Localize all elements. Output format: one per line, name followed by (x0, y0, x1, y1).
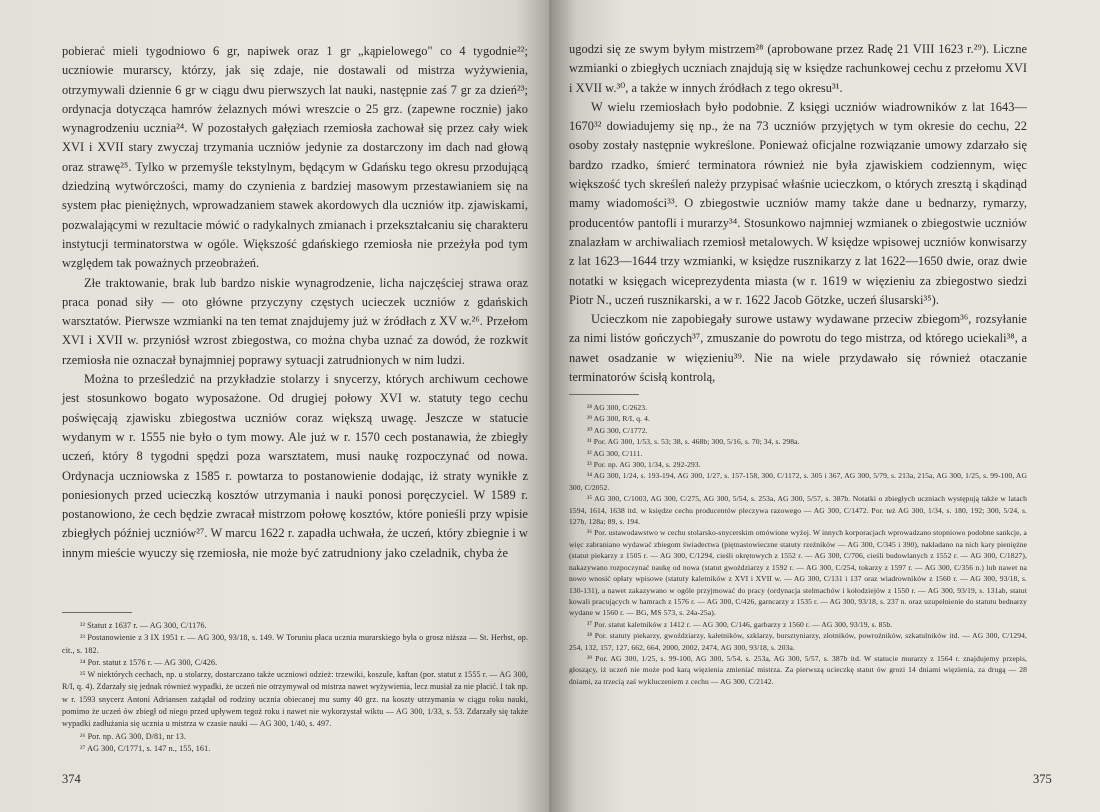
page-number: 375 (1033, 772, 1052, 786)
footnote: ³¹ Por. AG 300, 1/53, s. 53; 38, s. 468b; 300, 5/16, s. 70; 34, s. 298a. (587, 437, 800, 447)
footnote: ²⁴ Por. statut z 1576 r. — AG 300, C/426. (80, 657, 218, 667)
footnote: ²⁹ AG 300, R/I, q. 4. (587, 414, 650, 424)
paragraph: Ucieczkom nie zapobiegały surowe ustawy wydawane przeciw zbiegom³⁶, rozsyłanie za nimi listów gończych³⁷, zmuszanie do powrotu do tego mistrza, od którego uciekali³⁸, a nawet osadzanie w więzieniu³⁹. Nie na wiele przydawało się również otaczanie terminatorów ścisłą kontrolą, (569, 312, 1027, 385)
right-footnotes (569, 402, 1027, 687)
page-number: 374 (62, 772, 81, 786)
footnote: ³⁷ Por. statut kaletników z 1412 r. — AG 300, C/146, garbarzy z 1560 r. — AG 300, 93/19, s. 85b. (587, 619, 893, 629)
right-page (549, 0, 1100, 812)
left-footnotes (62, 620, 528, 755)
footnote: ²² Statut z 1637 r. — AG 300, C/1176. (80, 621, 207, 630)
footnote: ²⁵ W niektórych cechach, np. u stolarzy, dostarczano także uczniowi odzież: trzewiki, koszule, kaftan (por. statut z 1555 r. — AG 300, R/I, q. 4). Zdarzały się jednak również wypadki, że uczeń nie otrzymywał od mistrza nawet wyżywienia, lecz musiał za nie płacić. I tak np. w r. 1593 snycerz Antoni Adriansen zażądał od rodziny ucznia obiecanej mu sumy 40 grz. na koszty utrzymania w ciągu roku nauki, pomimo że uczeń ów zbiegł od niego przed upływem tegoż roku i nawet nie wykorzystał wiktu — AG 300, 1/33, s. 53. Zdarzały się także wypadki zadłużania się ucznia u mistrza w czasie nauki — AG 300, 1/40, s. 497. (62, 670, 528, 729)
footnote-rule (62, 612, 132, 613)
footnote: ³³ Por. np. AG 300, 1/34, s. 292-293. (587, 460, 701, 470)
paragraph: Można to prześledzić na przykładzie stolarzy i snycerzy, których archiwum cechowe jest stosunkowo bogato wyposażone. Od drugiej połowy XVI w. statuty tego cechu poświęcają zjawisku zbiegostwa uczniów coraz większą uwagę. Jeszcze w statucie wydanym w r. 1555 nie było o tym mowy. Ale już w r. 1570 cech postanawia, że zbiegły uczeń, który 8 tygodni spędzi poza warsztatem, musi naukę rozpoczynać od nowa. Ordynacja uczniowska z 1585 r. powtarza to postanowienie dodając, iż straty wynikłe z poniesionych przed ucieczką kosztów utrzymania i nauki ponosi poręczyciel. W 1589 r. postanowiono, że cech będzie zwracał mistrzom połowę kosztów, które ponieśli przy wpisie zbiegłych później uczniów²⁷. W marcu 1622 r. zapadła uchwała, że uczeń, który zbiegnie i w innym mieście wyuczy się rzemiosła, nie może być zatrudniony jako czeladnik, chyba że (62, 372, 528, 560)
left-body-text (62, 42, 528, 563)
footnote: ³⁹ Por. AG 300, 1/25, s. 99-100, AG 300, 5/54, s. 253a, AG 300, 5/57, s. 387b itd. W statucie murarzy z 1564 r. znajdujemy przepis, głoszący, iż uczeń nie może pod karą więzienia zmieniać mistrza. Za pierwszą ucieczkę statut ów grozi 14 dniami więzienia, za drugą — 28 dniami, za trzecią zaś wykluczeniem z cechu — AG 300, C/2142. (569, 653, 1027, 686)
footnote: ²³ Postanowienie z 3 IX 1951 r. — AG 300, 93/18, s. 149. W Toruniu płaca ucznia murarskiego była o grosz niższa — St. Herbst, op. cit., s. 182. (62, 633, 528, 655)
footnote: ³² AG 300, C/111. (587, 448, 643, 458)
left-page (0, 0, 549, 812)
footnote-rule (569, 394, 639, 395)
footnote: ³⁰ AG 300, C/1772. (587, 425, 648, 435)
footnote: ³⁸ Por. statuty piekarzy, gwoździarzy, kaletników, szklarzy, bursztyniarzy, złotników, powroźników, szkatulników itd. — AG 300, C/1294, 254, 132, 157, 127, 662, 664, 2000, 2002, 2474, AG 300, 93/18, s. 203a. (569, 631, 1027, 652)
footnote: ³⁵ AG 300, C/1003, AG 300, C/275, AG 300, 5/54, s. 253a, AG 300, 5/57, s. 387b. Notatki o zbiegłych uczniach występują także w latach 1594, 1614, 1638 itd. w księdze cechu producentów pleczywa razowego — AG 300, C/1472. Por. też AG 300, 1/34, s. 180, 192; 300, 5/24, s. 127b, 128a; 89, s. 194. (569, 494, 1027, 527)
footnote: ³⁴ AG 300, 1/24, s. 193-194, AG 300, 1/27, s. 157-158, 300, C/1172, s. 305 i 367, AG 300, 5/79, s. 213a, 215a, AG 300, 1/25, s. 99-100, AG 300, C/2052. (569, 471, 1027, 492)
footnote: ²⁶ Por. np. AG 300, D/81, nr 13. (80, 731, 187, 741)
right-body-text (569, 40, 1027, 387)
paragraph: Złe traktowanie, brak lub bardzo niskie wynagrodzenie, licha najczęściej strawa oraz praca ponad siły — oto główne przyczyny częstych ucieczek uczniów z gdańskich warsztatów. Pierwsze wzmianki na ten temat znajdujemy już w źródłach z XV w.²⁶. Przełom XVI i XVII w. przyniósł wzrost zbiegostwa, co można chyba uznać za dowód, że rozkwit rzemiosła nie oznaczał bynajmniej poprawy sytuacji zatrudnionych w nim ludzi. (62, 275, 528, 367)
footnote: ²⁸ AG 300, C/2623. (587, 403, 648, 412)
paragraph: ugodzi się ze swym byłym mistrzem²⁸ (aprobowane przez Radę 21 VIII 1623 r.²⁹). Liczne wzmianki o zbiegłych uczniach znajdują się w księdze rachunkowej cechu z przełomu XVI i XVII w.³⁰, a także w innych źródłach z tego okresu³¹. (569, 42, 1027, 95)
footnote: ²⁷ AG 300, C/1771, s. 147 n., 155, 161. (80, 743, 211, 753)
paragraph: pobierać mieli tygodniowo 6 gr, napiwek oraz 1 gr „kąpielowego" co 4 tygodnie²²; uczniowie murarscy, którzy, jak się zdaje, nie dostawali od mistrza wyżywienia, otrzymywali dziennie 6 gr w ciągu dwu pierwszych lat nauki, następnie zaś 7 gr za dzień²³; ordynacja dotycząca hamrów żelaznych mówi wreszcie o 25 grz. (zapewne rocznie) jako wynagrodzeniu ucznia²⁴. W pozostałych gałęziach rzemiosła zachował się przez cały wiek XVI i XVII stary zwyczaj trzymania uczniów jedynie za dostarczony im dach nad głową oraz strawę²⁵. Tylko w przemyśle tekstylnym, będącym w Gdańsku tego okresu przodującą dziedziną wytwórczości, mamy do czynienia z bardziej masowym przestawianiem się na system płac pieniężnych, wprowadzaniem stawek akordowych dla uczniów itp. zjawiskami, pozwalającymi w rezultacie mówić o radykalnych zmianach i przekształcaniu się charakteru instytucji terminatorstwa w ogóle. Większość gdańskiego rzemiosła nie przeżyła pod tym względem tak poważnych przeobrażeń. (62, 44, 528, 271)
footnote: ³⁶ Por. ustawodawstwo w cechu stolarsko-snycerskim omówione wyżej. W innych korporacjach wprowadzano stopniowo podobne sankcje, a więc zabraniano wydawać zbiegom świadectwa (piętnastowieczne statuty rzeźników — AG 300, C/345 i 390), nakładano na nich kary pieniężne (statut piekarzy z 1505 r. — AG 300, C/1294, cieśli okrętowych z 1552 r. — AG 300, C/706, cieśli budowlanych z 1552 r. — AG 300, C/1827), nakazywano rozpoczynać naukę od nowa (statut gwoździarzy z 1592 r. — AG 300, C/254, tokarzy z 1597 r. — AG 300, C/356 n.) lub nawet na nowo wnosić opłaty wpisowe (statuty kaletników z XVI i XVII w. — AG 300, C/131 i 137 oraz wiadrowników z 1560 r. — AG 300, 93/18, s. 130-131), a nawet zakazywano w ogóle przyjmować do pracy (ordynacja stelmachów i kołodziejów z 1550 r. — AG 300, 93/19, s. 131ab, statut kowali pracujących w hamrach z 1576 r. — AG 300, C/426, garncarzy z 1535 r. — AG 300, 93/18, s. 237 n. oraz uzupełnienie do statutu bednarzy wydane w 1560 r. — BG, MS 573, s. 24a-25a). (569, 528, 1027, 618)
paragraph: W wielu rzemiosłach było podobnie. Z księgi uczniów wiadrowników z lat 1643—1670³² dowiadujemy się np., że na 73 uczniów przyjętych w tym okresie do cechu, 22 osoby zostały następnie wykreślone. Ponieważ oficjalne rozwiązanie umowy zdarzało się bardzo rzadko, śmierć terminatora również nie była zjawiskiem codziennym, więc większość tych skreśleń należy przypisać właśnie ucieczkom, o których zresztą i skądinąd mamy wiadomości³³. O zbiegostwie uczniów mamy także dane u bednarzy, rymarzy, producentów pantofli i murarzy³⁴. Stosunkowo najmniej wzmianek o zbiegostwie uczniów znalazłam w archiwaliach rzemiosł metalowych. W księdze wpisowej uczniów konwisarzy z lat 1623—1644 trzy wzmianki, w księdze rusznikarzy z lat 1622—1650 dwie, oraz dwie notatki w księgach wiceprezydenta miasta (w r. 1619 w więzieniu za zbiegostwo siedzi Piotr N., uczeń rusznikarski, a w r. 1622 Jacob Götzke, uczeń ślusarski³⁵). (569, 99, 1027, 307)
